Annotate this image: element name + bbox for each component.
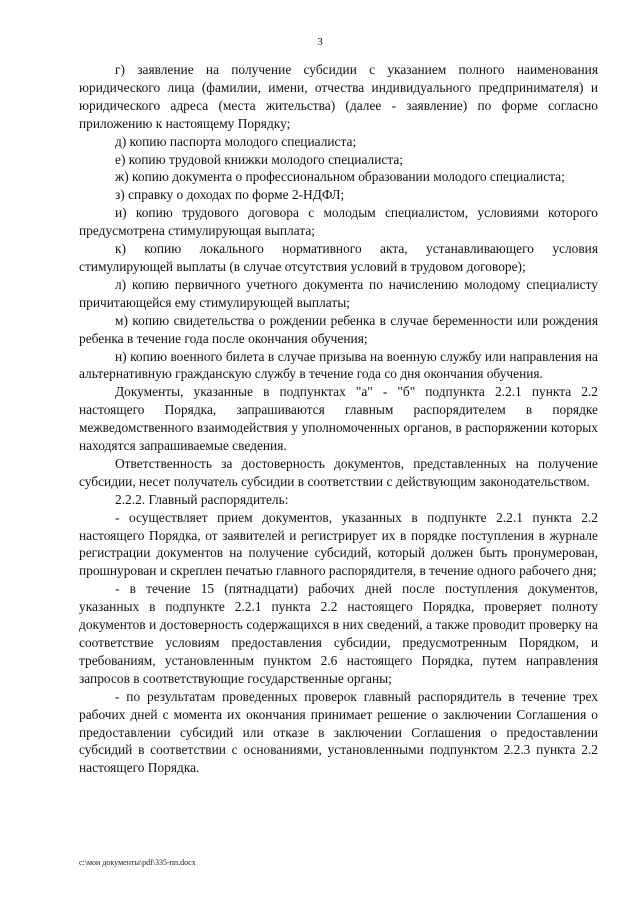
paragraph-checks-documents: - в течение 15 (пятнадцати) рабочих дней после поступления документов, указанных в подпункте 2.2.1 пункта 2.2 настоящего Порядка, проверяет полноту документов и достоверность содержащихся в них сведений, а также проводит проверку на соответствие условиям предоставления субсидии, предусмотренным Порядком, и требованиям, установленным пунктом 2.6 настоящего Порядка, путем направления запросов в соответствующие государственные органы;: [79, 581, 598, 686]
paragraph-item-i: и) копию трудового договора с молодым специалистом, условиями которого предусмотрена стимулирующая выплата;: [79, 205, 598, 239]
paragraph-item-l: л) копию первичного учетного документа по начислению молодому специалисту причитающейся ему стимулирующей выплаты;: [79, 276, 598, 310]
paragraph-item-m: м) копию свидетельства о рождении ребенка в случае беременности или рождения ребенка в течение года после окончания обучения;: [79, 312, 598, 346]
paragraph-item-e: е) копию трудовой книжки молодого специалиста;: [115, 151, 404, 167]
paragraph-item-zh: ж) копию документа о профессиональном образовании молодого специалиста;: [115, 169, 565, 185]
paragraph-accepts-documents: - осуществляет прием документов, указанных в подпункте 2.2.1 пункта 2.2 настоящего Порядка, от заявителей и регистрирует их в порядке поступления в журнале регистрации документов на получение субсидий, который должен быть пронумерован, прошнурован и скреплен печатью главного распорядителя, в течение одного рабочего дня;: [79, 509, 598, 579]
paragraph-documents-request: Документы, указанные в подпунктах "а" - "б" подпункта 2.2.1 пункта 2.2 настоящего Порядка, запрашиваются главным распорядителем в порядке межведомственного взаимодействия у уполномоченных органов, в распоряжении которых находятся запрашиваемые сведения.: [79, 384, 598, 454]
paragraph-decision: - по результатам проведенных проверок главный распорядитель в течение трех рабочих дней с момента их окончания принимает решение о заключении Соглашения о предоставлении субсидий или отказе в заключении Соглашения о предоставлении субсидий в соответствии с основаниями, установленными подпунктом 2.2.3 пункта 2.2 настоящего Порядка.: [79, 688, 598, 776]
paragraph-item-g: г) заявление на получение субсидии с указанием полного наименования юридического лица (фамилии, имени, отчества индивидуального предпринимателя) и юридического адреса (места жительства) (далее - заявление) по форме согласно приложению к настоящему Порядку;: [79, 62, 598, 131]
paragraph-item-d: д) копию паспорта молодого специалиста;: [115, 133, 357, 149]
paragraph-item-k: к) копию локального нормативного акта, устанавливающего условия стимулирующей выплаты (в случае отсутствия условий в трудовом договоре);: [79, 241, 598, 274]
paragraph-item-n: н) копию военного билета в случае призыва на военную службу или направления на альтернативную гражданскую службу в течение года со дня окончания обучения.: [79, 348, 598, 382]
footer-file-path: c:\мои документы\pdf\335-пп.docx: [79, 858, 196, 867]
paragraph-responsibility: Ответственность за достоверность документов, представленных на получение субсидии, несет получатель субсидии в соответствии с действующим законодательством.: [79, 455, 598, 489]
page-number: 3: [317, 36, 323, 48]
document-body: [79, 61, 598, 777]
section-heading-2-2-2: 2.2.2. Главный распорядитель:: [115, 491, 289, 507]
paragraph-item-z: з) справку о доходах по форме 2-НДФЛ;: [115, 187, 345, 203]
